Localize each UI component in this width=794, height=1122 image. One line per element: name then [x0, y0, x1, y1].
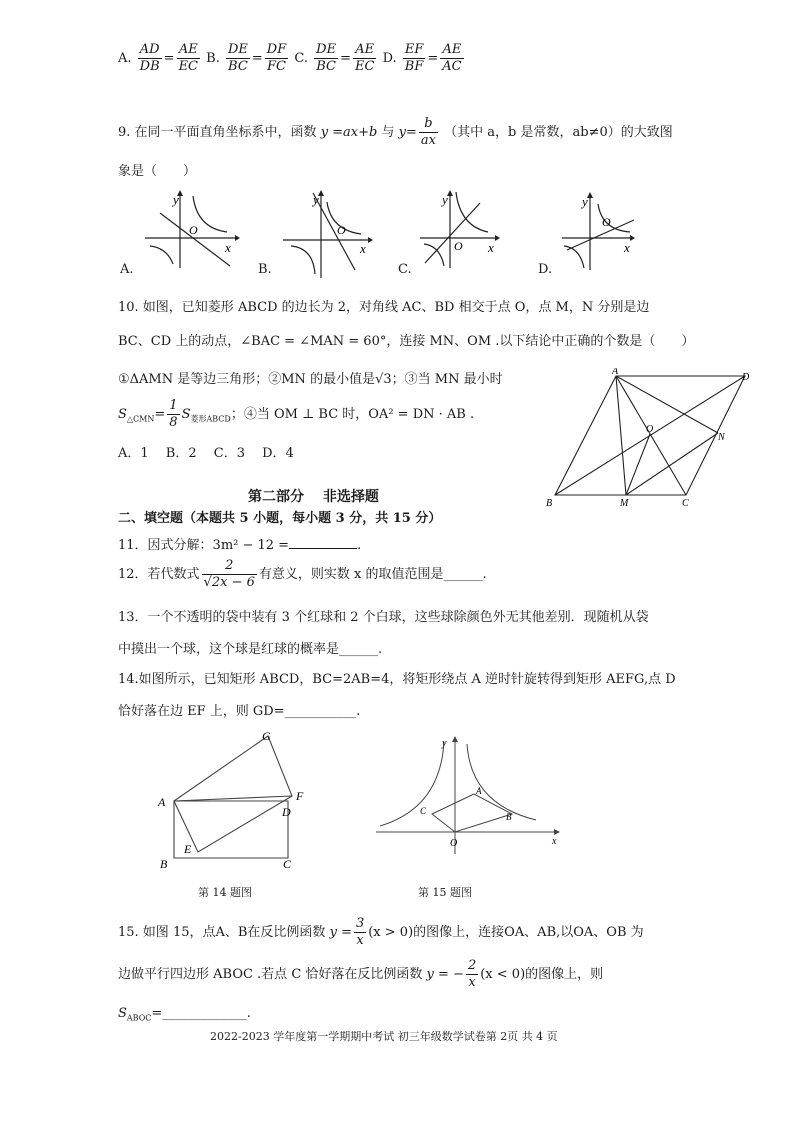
q9-b-origin: O — [337, 223, 346, 237]
q15-line1: 15. 如图 15，点A、B在反比例函数 y = $\frac{3}{x}$ (x > 0)的图像上，连接OA、AB,以OA、OB 为 — [118, 916, 644, 948]
q9-a-x-label: x — [225, 240, 231, 255]
q10-line4: $S_{\triangle CMN}=$ $\frac{1}{8}$ $S_{菱形ABCD}$；④当 OM ⊥ BC 时，OA² = DN · AB . — [118, 398, 475, 430]
q14-fig-f: F — [296, 789, 304, 803]
q9-a-y-label: y — [173, 192, 179, 207]
q9-d-x-label: x — [624, 240, 630, 255]
q8-d-frac1: $\frac{EF}{BF}$ — [404, 42, 424, 74]
q10-line2: BC、CD 上的动点，∠BAC = ∠MAN = 60°，连接 MN、OM .以下结论中正确的个数是（ ） — [118, 334, 695, 349]
q14-fig-e: E — [184, 842, 192, 856]
q15-fig-o: O — [450, 838, 458, 849]
q9-frac: $\frac{b}{ax}$ — [420, 116, 436, 148]
q8-b-frac2: $\frac{DF}{FC}$ — [266, 42, 287, 74]
q9-a-origin: O — [189, 223, 198, 237]
q8-b-frac1: $\frac{DE}{BC}$ — [227, 42, 248, 74]
q8-opt-c-label: C. — [294, 51, 309, 66]
q9-c-origin: O — [454, 239, 463, 253]
q9-b-x-label: x — [360, 241, 366, 256]
q11-answer-blank[interactable] — [289, 536, 357, 549]
q10-fig-o: O — [646, 424, 654, 435]
q8-opt-d-label: D. — [382, 51, 397, 66]
q9-graph-d — [562, 190, 640, 270]
q13-line1: 13．一个不透明的袋中装有 3 个红球和 2 个白球，这些球除颜色外无其他差别．现随机从袋 — [118, 610, 649, 625]
q10-line3: ①ΔAMN 是等边三角形；②MN 的最小值是√3；③当 MN 最小时 — [118, 372, 503, 387]
q10-line1: 10. 如图，已知菱形 ABCD 的边长为 2，对角线 AC、BD 相交于点 O，点 M，N 分别是边 — [118, 300, 650, 315]
q10-frac: $\frac{1}{8}$ — [169, 398, 178, 430]
q8-c-frac1: $\frac{DE}{BC}$ — [316, 42, 337, 74]
section-title: 第二部分 非选择题 — [248, 489, 379, 505]
q9-d-origin: O — [602, 215, 611, 229]
q15-fig-a: A — [476, 786, 482, 796]
q14-line1: 14.如图所示，已知矩形 ABCD，BC=2AB=4，将矩形绕点 A 逆时针旋转得到矩形 AEFG,点 D — [118, 672, 676, 687]
q15-hyperbola-figure — [376, 732, 562, 854]
q15-fig-c: C — [420, 806, 427, 816]
q15-frac2: $\frac{2}{x}$ — [467, 958, 477, 990]
q9-c-x-label: x — [488, 240, 494, 255]
q8-a-frac2: $\frac{AE}{EC}$ — [178, 42, 198, 74]
q8-opt-b-label: B. — [206, 51, 220, 66]
q9-label-c: C. — [398, 262, 412, 277]
q9-b-y-label: y — [313, 192, 319, 207]
q9-line2: 象是（ ） — [118, 164, 197, 179]
q9-graph-a — [145, 188, 240, 268]
q9-d-y-label: y — [582, 194, 588, 209]
q14-fig-g: G — [262, 729, 271, 743]
q10-fig-n: N — [718, 432, 725, 443]
q8-a-frac1: $\frac{AD}{DB}$ — [139, 42, 160, 74]
q15-caption: 第 15 题图 — [418, 886, 472, 899]
page-footer: 2022-2023 学年度第一学期期中考试 初三年级数学试卷第 2页 共 4 页 — [210, 1030, 558, 1043]
q10-fig-m: M — [620, 498, 629, 509]
q8-c-frac2: $\frac{AE}{EC}$ — [354, 42, 375, 74]
q14-rectangle-figure — [150, 726, 320, 871]
q14-fig-b: B — [160, 857, 168, 871]
q8-options: A. $\frac{AD}{DB}$ = $\frac{AE}{EC}$ B. $\frac{DE}{BC}$ = $\frac{DF}{FC}$ C. $\frac{DE}{BC}$ = $\frac{AE}{EC}$ D. $\frac{EF}{BF}$ = $\frac{AE}{AC}$ — [118, 42, 462, 74]
q13-line2: 中摸出一个球，这个球是红球的概率是______. — [118, 642, 383, 657]
q15-line2: 边做平行四边形 ABOC .若点 C 恰好落在反比例函数 y = − $\frac{2}{x}$ (x < 0)的图像上，则 — [118, 958, 604, 990]
q10-sqrt3: √3 — [375, 372, 392, 387]
q9-label-d: D. — [538, 262, 553, 277]
q8-d-frac2: $\frac{AE}{AC}$ — [442, 42, 462, 74]
q15-frac1: $\frac{3}{x}$ — [355, 916, 365, 948]
q9-graph-c — [420, 188, 505, 268]
q10-fig-c: C — [682, 498, 689, 509]
q14-line2: 恰好落在边 EF 上，则 GD=___________. — [118, 704, 361, 719]
q15-line3: $S_{ABOC}=\_\_\_\_\_\_\_\_\_\_\_\_\_$. — [118, 1006, 251, 1023]
q10-options: A．1 B．2 C．3 D．4 — [118, 446, 294, 461]
q9-label-a: A. — [120, 262, 134, 277]
q12-frac: $\frac{2}{√2x - 6}$ — [203, 558, 255, 590]
q10-rhombus-figure — [540, 368, 760, 510]
q15-fig-y: y — [442, 738, 447, 749]
q10-fig-d: D — [742, 372, 750, 383]
fill-heading: 二、填空题（本题共 5 小题，每小题 3 分，共 15 分） — [118, 511, 442, 526]
q15-fig-x: x — [552, 836, 557, 847]
q14-fig-a: A — [158, 795, 166, 809]
q14-caption: 第 14 题图 — [198, 886, 252, 899]
q14-fig-c: C — [283, 857, 292, 871]
q8-opt-a-label: A. — [118, 51, 132, 66]
q9-graph-b — [283, 188, 378, 278]
q10-fig-a: A — [612, 368, 619, 377]
q10-fig-b: B — [546, 498, 553, 509]
q11: 11．因式分解：3m² − 12 = . — [118, 538, 362, 553]
q9-label-b: B. — [258, 262, 272, 277]
q9-c-y-label: y — [442, 192, 448, 207]
q14-fig-d: D — [282, 805, 291, 819]
q9-stem: 9. 在同一平面直角坐标系中，函数 y =ax+b 与 y= $\frac{b}{ax}$ （其中 a，b 是常数，ab≠0）的大致图 — [118, 116, 673, 148]
q12: 12．若代数式 $\frac{2}{√2x - 6}$ 有意义，则实数 x 的取值范围是______. — [118, 558, 487, 590]
q15-fig-b: B — [506, 812, 512, 822]
